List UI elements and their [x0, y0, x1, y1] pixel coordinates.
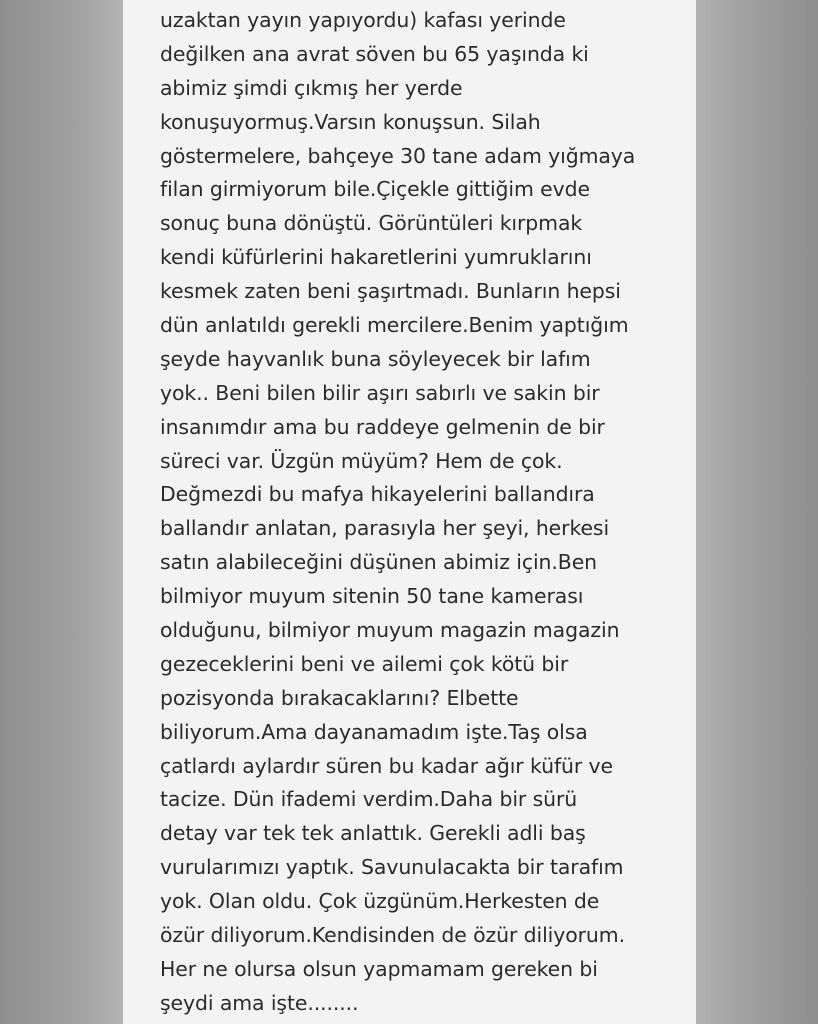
- note-line: biliyorum.Ama dayanamadım işte.Taş olsa: [160, 719, 588, 744]
- right-blurred-border: [696, 0, 818, 1024]
- note-line: gezeceklerini beni ve ailemi çok kötü bir: [160, 651, 569, 676]
- note-line: Her ne olursa olsun yapmamam gereken bi: [160, 956, 598, 981]
- note-body: [160, 4, 690, 1021]
- note-line: kesmek zaten beni şaşırtmadı. Bunların hepsi: [160, 279, 621, 304]
- note-line: detay var tek tek anlattık. Gerekli adli baş: [160, 821, 586, 846]
- note-line: çatlardı aylardır süren bu kadar ağır küfür ve: [160, 753, 614, 778]
- note-line: şeyde hayvanlık buna söyleyecek bir lafım: [160, 346, 591, 371]
- note-line: pozisyonda bırakacaklarını? Elbette: [160, 685, 519, 710]
- note-line: tacize. Dün ifademi verdim.Daha bir sürü: [160, 787, 578, 812]
- note-line: yok.. Beni bilen bilir aşırı sabırlı ve sakin bir: [160, 380, 600, 405]
- note-line: filan girmiyorum bile.Çiçekle gittiğim evde: [160, 177, 590, 202]
- note-line: Değmezdi bu mafya hikayelerini ballandıra: [160, 482, 595, 507]
- note-line: şeydi ama işte........: [160, 990, 359, 1015]
- left-blurred-border: [0, 0, 123, 1024]
- note-line: insanımdır ama bu raddeye gelmenin de bir: [160, 414, 605, 439]
- note-line: kendi küfürlerini hakaretlerini yumruklarını: [160, 245, 592, 270]
- note-line: dün anlatıldı gerekli mercilere.Benim yaptığım: [160, 313, 629, 338]
- note-line: vurularımızı yaptık. Savunulacakta bir tarafım: [160, 855, 624, 880]
- note-page: [123, 0, 696, 1024]
- note-line: abimiz şimdi çıkmış her yerde: [160, 75, 463, 100]
- note-line: satın alabileceğini düşünen abimiz için.Ben: [160, 550, 598, 575]
- note-line: değilken ana avrat söven bu 65 yaşında ki: [160, 41, 589, 66]
- note-line: olduğunu, bilmiyor muyum magazin magazin: [160, 618, 620, 643]
- note-line: sonuç buna dönüştü. Görüntüleri kırpmak: [160, 211, 583, 236]
- note-line: bilmiyor muyum sitenin 50 tane kamerası: [160, 584, 584, 609]
- note-line: göstermelere, bahçeye 30 tane adam yığmaya: [160, 143, 636, 168]
- note-line: özür diliyorum.Kendisinden de özür diliyorum.: [160, 923, 625, 948]
- note-line: ballandır anlatan, parasıyla her şeyi, herkesi: [160, 516, 610, 541]
- note-line: uzaktan yayın yapıyordu) kafası yerinde: [160, 8, 566, 32]
- note-line: süreci var. Üzgün müyüm? Hem de çok.: [160, 448, 563, 473]
- note-line: konuşuyormuş.Varsın konuşsun. Silah: [160, 109, 541, 134]
- note-line: yok. Olan oldu. Çok üzgünüm.Herkesten de: [160, 889, 600, 914]
